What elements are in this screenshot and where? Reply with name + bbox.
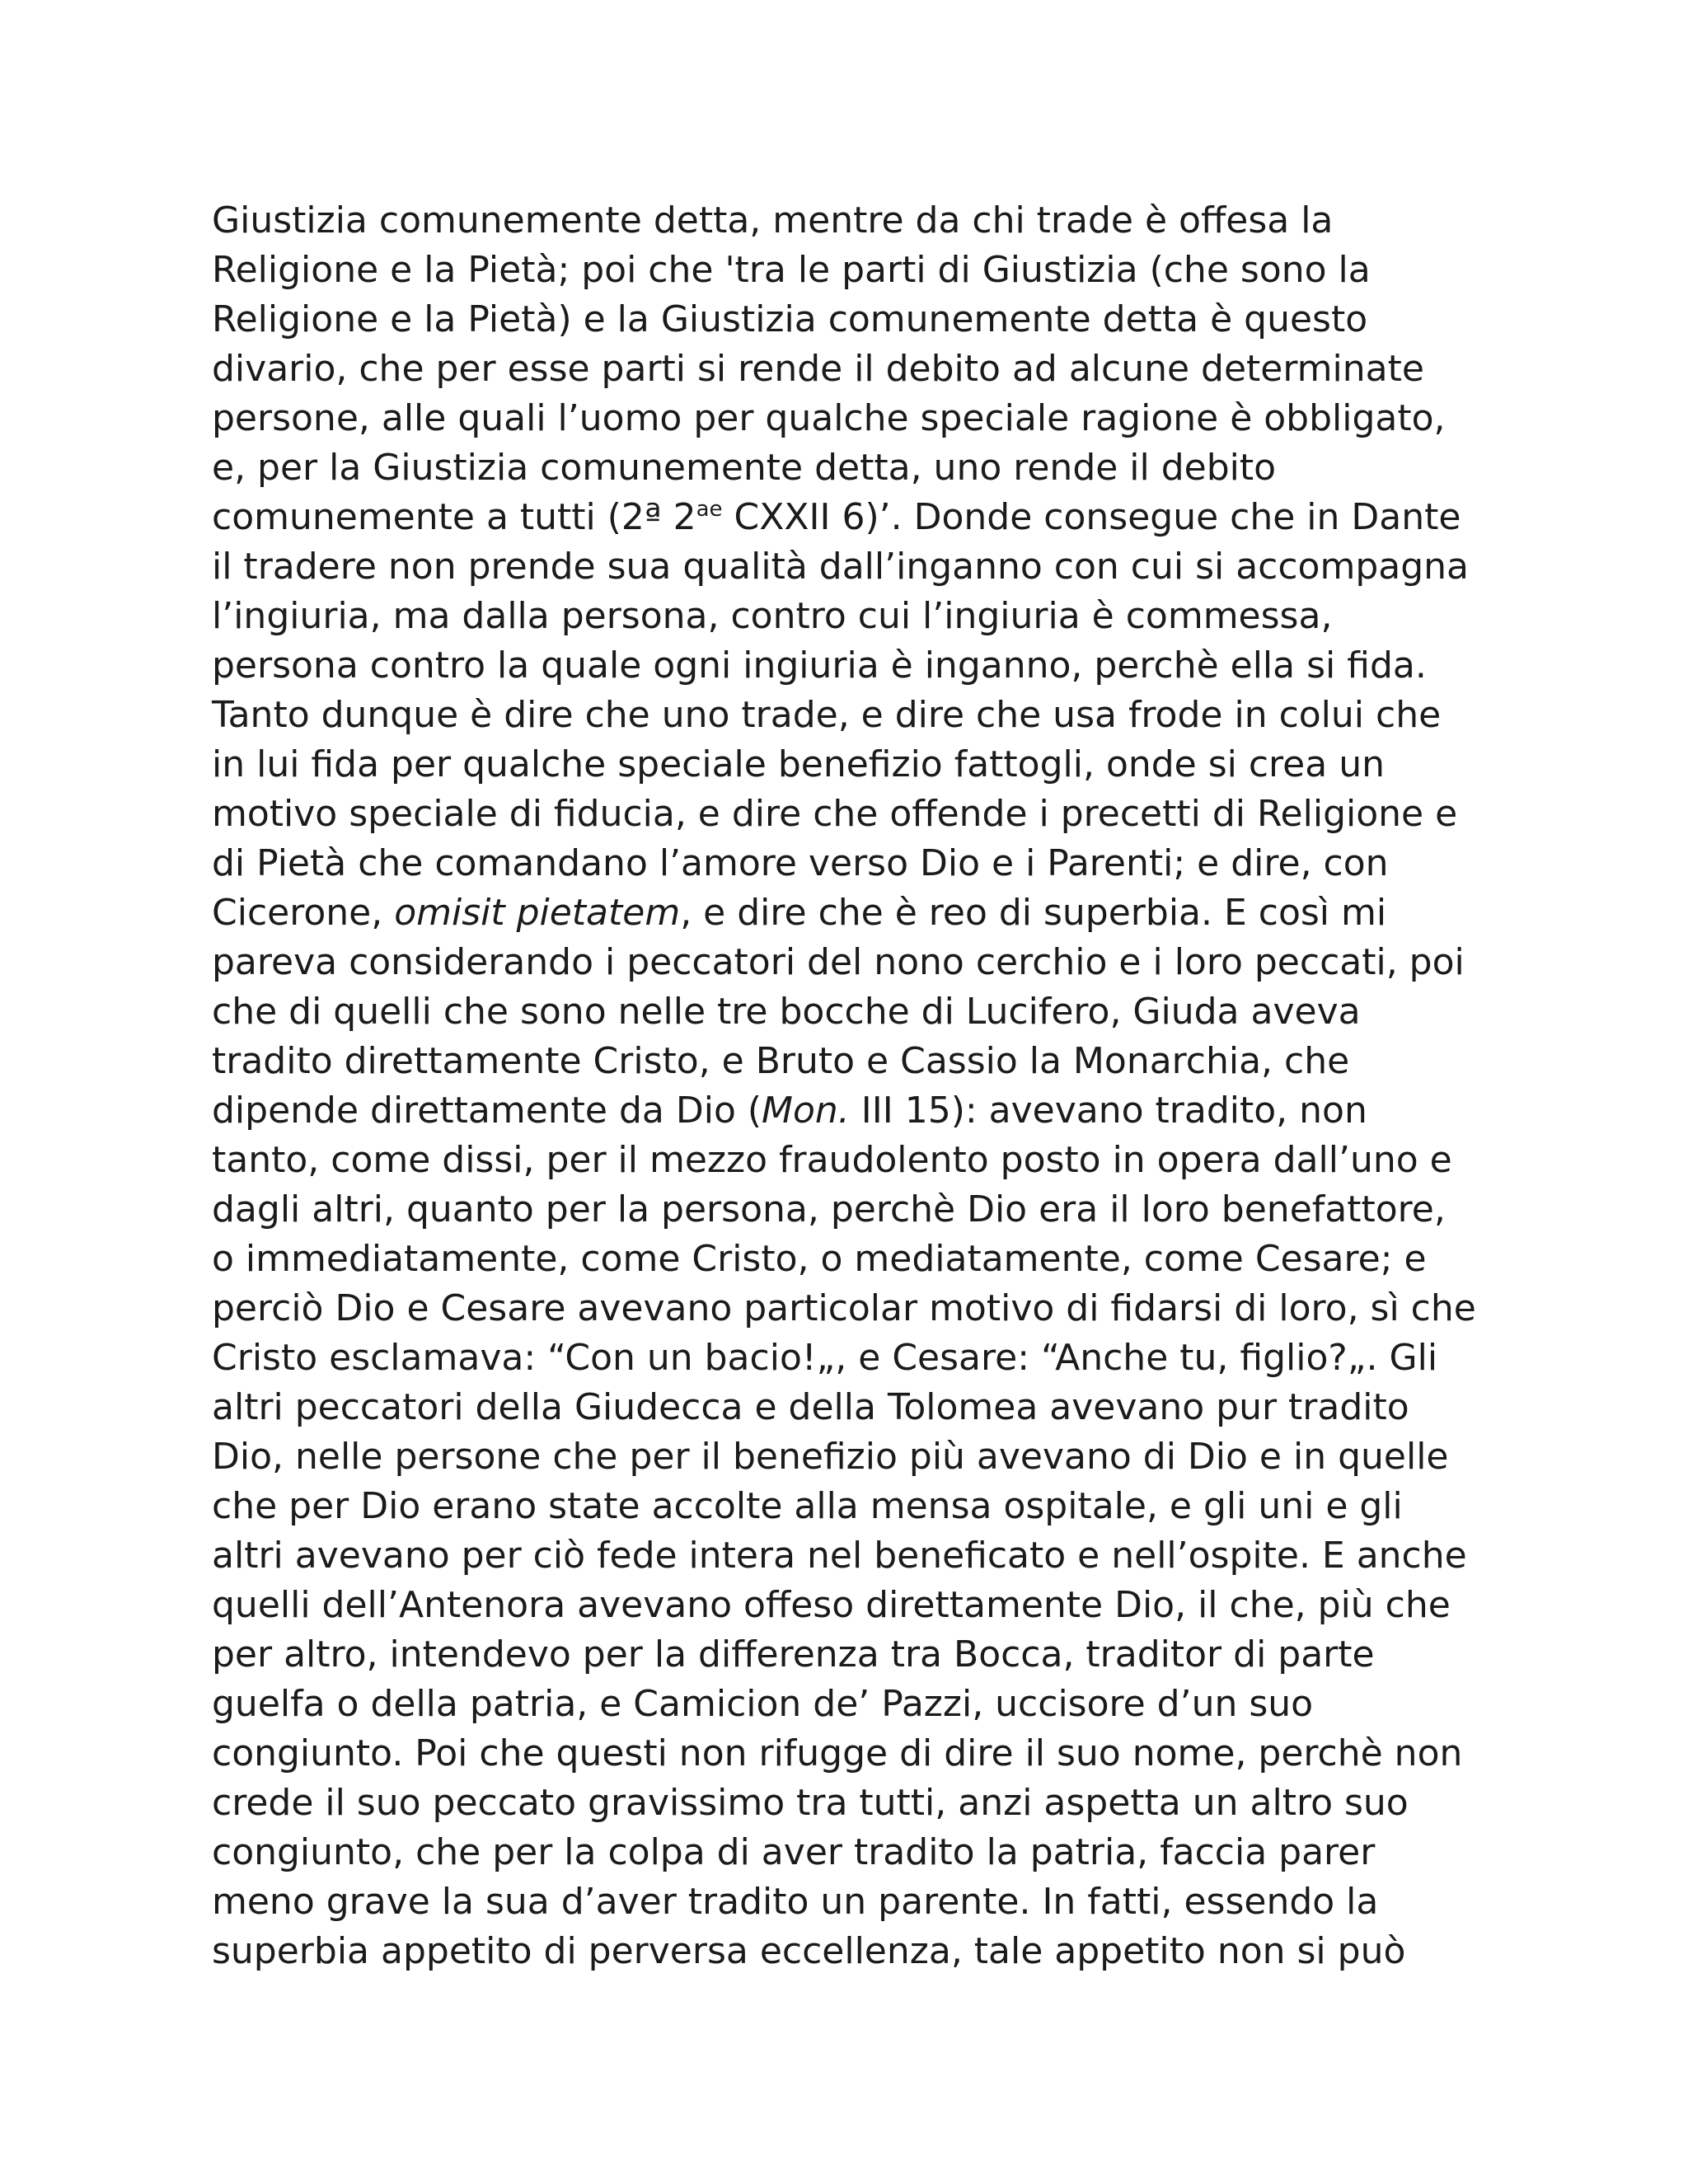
text-line [212, 1630, 1498, 1680]
text-segment: Giustizia comunemente detta, mentre da chi trade è offesa la [212, 199, 1334, 241]
text-line [212, 1729, 1498, 1779]
text-segment: Tanto dunque è dire che uno trade, e dire che usa frode in colui che [212, 694, 1442, 736]
text-line [212, 790, 1498, 839]
italic-text: Mon. [762, 1090, 850, 1132]
text-line [212, 740, 1498, 790]
text-segment: Religione e la Pietà; poi che 'tra le parti di Giustizia (che sono la [212, 249, 1371, 291]
text-segment: Cristo esclamava: “Con un bacio!„, e Cesare: “Anche tu, figlio?„. Gli [212, 1337, 1438, 1379]
text-line [212, 443, 1498, 493]
text-line [212, 1037, 1498, 1086]
text-segment: persone, alle quali l’uomo per qualche speciale ragione è obbligato, [212, 397, 1446, 439]
text-line [212, 1531, 1498, 1581]
text-segment: guelfa o della patria, e Camicion de’ Pazzi, uccisore d’un suo [212, 1683, 1314, 1725]
text-line [212, 1284, 1498, 1333]
text-segment: meno grave la sua d’aver tradito un parente. In fatti, essendo la [212, 1881, 1379, 1923]
text-line [212, 691, 1498, 740]
text-line [212, 196, 1498, 246]
text-line [212, 641, 1498, 691]
body-text [212, 196, 1498, 1976]
text-line [212, 246, 1498, 295]
text-segment: altri avevano per ciò fede intera nel beneficato e nell’ospite. E anche [212, 1535, 1467, 1577]
text-line [212, 1185, 1498, 1235]
text-segment: di Pietà che comandano l’amore verso Dio e i Parenti; e dire, con [212, 842, 1389, 884]
text-segment: Cicerone, [212, 892, 395, 934]
text-line [212, 1432, 1498, 1482]
text-line [212, 1877, 1498, 1927]
text-line [212, 394, 1498, 443]
text-segment: motivo speciale di fiducia, e dire che offende i precetti di Religione e [212, 793, 1458, 835]
text-segment: l’ingiuria, ma dalla persona, contro cui l’ingiuria è commessa, [212, 595, 1333, 637]
text-line [212, 1136, 1498, 1185]
text-segment: dagli altri, quanto per la persona, perchè Dio era il loro benefattore, [212, 1188, 1446, 1230]
text-segment: in lui fida per qualche speciale benefizio fattogli, onde si crea un [212, 743, 1385, 785]
text-line [212, 493, 1498, 542]
text-segment: congiunto. Poi che questi non rifugge di dire il suo nome, perchè non [212, 1732, 1463, 1774]
text-line [212, 344, 1498, 394]
text-segment: III 15): avevano tradito, non [849, 1090, 1367, 1132]
text-line [212, 1581, 1498, 1630]
text-line [212, 1828, 1498, 1877]
text-line [212, 839, 1498, 888]
text-segment: dipende direttamente da Dio ( [212, 1090, 762, 1132]
text-segment: e, per la Giustizia comunemente detta, uno rende il debito [212, 447, 1277, 489]
text-segment: tradito direttamente Cristo, e Bruto e Cassio la Monarchia, che [212, 1040, 1350, 1082]
text-line [212, 542, 1498, 592]
text-segment: CXXII 6)’. Donde consegue che in Dante [722, 496, 1461, 538]
text-line [212, 888, 1498, 938]
text-segment: che per Dio erano state accolte alla mensa ospitale, e gli uni e gli [212, 1485, 1403, 1527]
text-segment: il tradere non prende sua qualità dall’inganno con cui si accompagna [212, 546, 1470, 588]
text-line [212, 938, 1498, 987]
text-segment: superbia appetito di perversa eccellenza, tale appetito non si può [212, 1930, 1406, 1972]
text-segment: pareva considerando i peccatori del nono cerchio e i loro peccati, poi [212, 941, 1465, 983]
text-line [212, 1927, 1498, 1976]
text-segment: tanto, come dissi, per il mezzo fraudolento posto in opera dall’uno e [212, 1139, 1452, 1181]
text-segment: divario, che per esse parti si rende il debito ad alcune determinate [212, 348, 1424, 390]
text-line [212, 1235, 1498, 1284]
text-segment: o immediatamente, come Cristo, o mediatamente, come Cesare; e [212, 1238, 1427, 1280]
text-line [212, 1086, 1498, 1136]
text-line [212, 987, 1498, 1037]
text-segment: persona contro la quale ogni ingiuria è inganno, perchè ella si fida. [212, 644, 1427, 687]
superscript-text: ae [696, 497, 723, 522]
text-line [212, 592, 1498, 641]
italic-text: omisit pietatem [394, 892, 681, 934]
text-segment: quelli dell’Antenora avevano offeso direttamente Dio, il che, più che [212, 1584, 1451, 1626]
text-segment: altri peccatori della Giudecca e della Tolomea avevano pur tradito [212, 1386, 1409, 1428]
text-line [212, 1482, 1498, 1531]
text-line [212, 1383, 1498, 1432]
text-line [212, 295, 1498, 344]
text-segment: , e dire che è reo di superbia. E così mi [680, 892, 1387, 934]
text-segment: che di quelli che sono nelle tre bocche di Lucifero, Giuda aveva [212, 991, 1361, 1033]
text-line [212, 1779, 1498, 1828]
text-segment: congiunto, che per la colpa di aver tradito la patria, faccia parer [212, 1831, 1376, 1873]
text-line [212, 1333, 1498, 1383]
text-segment: crede il suo peccato gravissimo tra tutti, anzi aspetta un altro suo [212, 1782, 1409, 1824]
text-segment: perciò Dio e Cesare avevano particolar motivo di fidarsi di loro, sì che [212, 1287, 1476, 1329]
text-segment: comunemente a tutti (2ª 2 [212, 496, 696, 538]
text-line [212, 1680, 1498, 1729]
text-segment: Religione e la Pietà) e la Giustizia comunemente detta è questo [212, 298, 1368, 340]
text-segment: per altro, intendevo per la differenza tra Bocca, traditor di parte [212, 1633, 1375, 1675]
text-segment: Dio, nelle persone che per il benefizio più avevano di Dio e in quelle [212, 1436, 1449, 1478]
